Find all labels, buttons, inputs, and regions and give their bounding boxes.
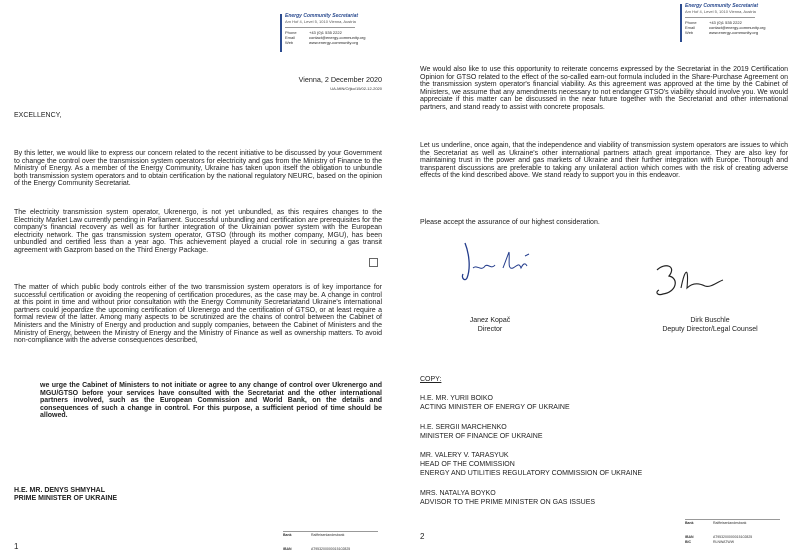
paragraph-3: The matter of which public body controls either of the two transmission system operators is of key importance for successful certification or avoiding the reopening of certification procedures, as the case may be. A change in control at this point in time and without prior consultation with the Energy Community Secretariatand Ukraine's international partners could jeopardize the upcoming certification of Ukrenergo and the certification of GTSO, or at least require a formal review of the latter. Among many aspects to be scrutinized are the chains of control between the Cabinet of Ministers and the Ministry of Energy and production and supply companies, between the Cabinet of Ministers and the Ministry of Energy, between the Ministry of Energy and the Ministry of Finance as well as ownership matters. To avoid non-compliance with the adverse consequences described, xyxy=(14,284,382,345)
copy-recipient-1-name: H.E. MR. YURII BOIKO xyxy=(420,395,493,402)
page2-paragraph-2: Let us underline, once again, that the independence and viability of transmission system operators are issues to which the Secretariat as well as Ukraine's other international partners attach great importance. They are also key for maintaining trust in the power and gas markets of Ukraine and their further integration with Europe. Thorough and transparent discussions are preferable to taking any unilateral action which comes with the risk of creating adverse effects of the kind described above. We stand ready to support you in this endeavor. xyxy=(420,142,788,180)
iban-label: IBAN xyxy=(685,535,694,539)
paragraph-2: The electricity transmission system operator, Ukrenergo, is not yet unbundled, as this requires changes to the Electricity Market Law currently pending in Parliament. Successful unbundling and certification are prerequisites for the company's financial recovery as well as for further integration of the Ukrainian power system with the European electricity network. The gas transmission system operator, GTSO (through its mother company, MGU), has been unbundled and certified less than a year ago. This achievement played a crucial role in securing a gas transit agreement with Gazprom based on the Third Energy Package. xyxy=(14,209,382,254)
email-value[interactable]: contact@energy-community.org xyxy=(309,35,366,40)
bank-value: Raiffeisenlandesbank xyxy=(713,521,747,525)
web-label: Web xyxy=(285,40,294,45)
copy-recipient-1-title: ACTING MINISTER OF ENERGY OF UKRAINE xyxy=(420,404,570,411)
letterhead-org: Energy Community Secretariat xyxy=(685,3,759,9)
bic-value: RLNWATWW xyxy=(713,540,734,544)
letter-page-2 xyxy=(400,0,800,555)
signatory-2-title: Deputy Director/Legal Counsel xyxy=(662,326,758,333)
paragraph-4-bold: we urge the Cabinet of Ministers to not initiate or agree to any change of control over Ukrenergo and MGU/GTSO before your services have consulted with the Secretariat and the other international partners involved, such as the European Commission and World Bank, on the details and consequences of such a change in control. For this purpose, a sufficient period of time should be allowed. xyxy=(40,382,382,420)
signatory-1-name: Janez Kopač xyxy=(469,317,511,324)
signatory-1-title: Director xyxy=(477,326,503,333)
signature-kopac-image xyxy=(455,238,555,288)
copy-label: COPY: xyxy=(420,376,442,383)
paragraph-1: By this letter, we would like to express our concern related to the recent initiative to be discussed by your Government to change the control over the transmission system operators for electricity and gas from the Ministry of Finance to the Ministry of Energy. As a member of the Energy Community, Ukraine has taken upon itself the obligation to unbundle both transmission system operators and to obtain certification by the national regulatory NEURC, based on the opinion of the Energy Community Secretariat. xyxy=(14,150,382,188)
addressee-name: H.E. MR. DENYS SHMYHAL xyxy=(14,487,106,494)
letter-date: Vienna, 2 December 2020 xyxy=(298,75,382,84)
letterhead-accent-bar xyxy=(680,4,682,42)
bank-details-page-2 xyxy=(685,519,795,545)
iban-value: AT953200000015102825 xyxy=(311,547,351,551)
page2-paragraph-1: We would also like to use this opportunity to reiterate concerns expressed by the Secretariat in the 2019 Certification Opinion for GTSO related to the effect of the so-called earn-out formula included in the Share-Purchase Agreement on the transmission system operator's financial viability. As this agreement was approved at the time by the Cabinet of Ministers, we assume that any amendments necessary to not endanger GTSO's viability should involve you. We would appreciate if this matter can be discussed in the near future together with the Secretariat and other international partners, and stand ready to assist with concrete proposals. xyxy=(420,66,788,111)
letterhead-accent-bar xyxy=(280,14,282,52)
phone-value: +43 (0)1 535 2222 xyxy=(709,20,742,25)
letterhead-org: Energy Community Secretariat xyxy=(285,13,359,19)
copy-recipient-3-org: ENERGY AND UTILITIES REGULATORY COMMISSION OF UKRAINE xyxy=(420,470,643,477)
checkbox[interactable] xyxy=(369,258,378,267)
iban-label: IBAN xyxy=(283,547,292,551)
phone-label: Phone xyxy=(285,30,297,35)
copy-recipient-4-name: MRS. NATALYA BOYKO xyxy=(420,490,496,497)
bank-label: Bank xyxy=(283,533,292,537)
letterhead-address: Am Hof 4, Level 5, 1010 Vienna, Austria xyxy=(285,19,356,24)
closing-line: Please accept the assurance of our highest consideration. xyxy=(420,219,600,226)
web-value[interactable]: www.energy-community.org xyxy=(709,30,759,35)
letter-reference: UA-MIN/O/jko/15/02-12-2020 xyxy=(330,86,382,91)
email-label: Email xyxy=(685,25,696,30)
copy-recipient-3-title: HEAD OF THE COMMISSION xyxy=(420,461,515,468)
copy-recipient-2-name: H.E. SERGII MARCHENKO xyxy=(420,424,507,431)
phone-value: +43 (0)1 535 2222 xyxy=(309,30,342,35)
web-label: Web xyxy=(685,30,694,35)
bic-label: BIC xyxy=(685,540,692,544)
signature-buschle-image xyxy=(645,258,735,318)
addressee-title: PRIME MINISTER OF UKRAINE xyxy=(14,495,118,502)
iban-value: AT953200000015102825 xyxy=(713,535,753,539)
page-number: 2 xyxy=(420,532,425,541)
copy-recipient-4-title: ADVISOR TO THE PRIME MINISTER ON GAS ISSUES xyxy=(420,499,596,506)
phone-label: Phone xyxy=(685,20,697,25)
copy-recipient-2-title: MINISTER OF FINANCE OF UKRAINE xyxy=(420,433,543,440)
bank-details xyxy=(283,531,393,552)
email-label: Email xyxy=(285,35,296,40)
letterhead xyxy=(280,14,390,45)
copy-recipient-3-name: MR. VALERY V. TARASYUK xyxy=(420,452,509,459)
email-value[interactable]: contact@energy-community.org xyxy=(709,25,766,30)
letterhead-address: Am Hof 4, Level 5, 1010 Vienna, Austria xyxy=(685,9,756,14)
bank-value: Raiffeisenlandesbank xyxy=(311,533,345,537)
salutation: EXCELLENCY, xyxy=(14,112,62,119)
letterhead-page-2 xyxy=(680,4,795,35)
web-value[interactable]: www.energy-community.org xyxy=(309,40,359,45)
page-number: 1 xyxy=(14,542,19,551)
signatory-2-name: Dirk Buschle xyxy=(690,317,730,324)
bank-label: Bank xyxy=(685,521,694,525)
